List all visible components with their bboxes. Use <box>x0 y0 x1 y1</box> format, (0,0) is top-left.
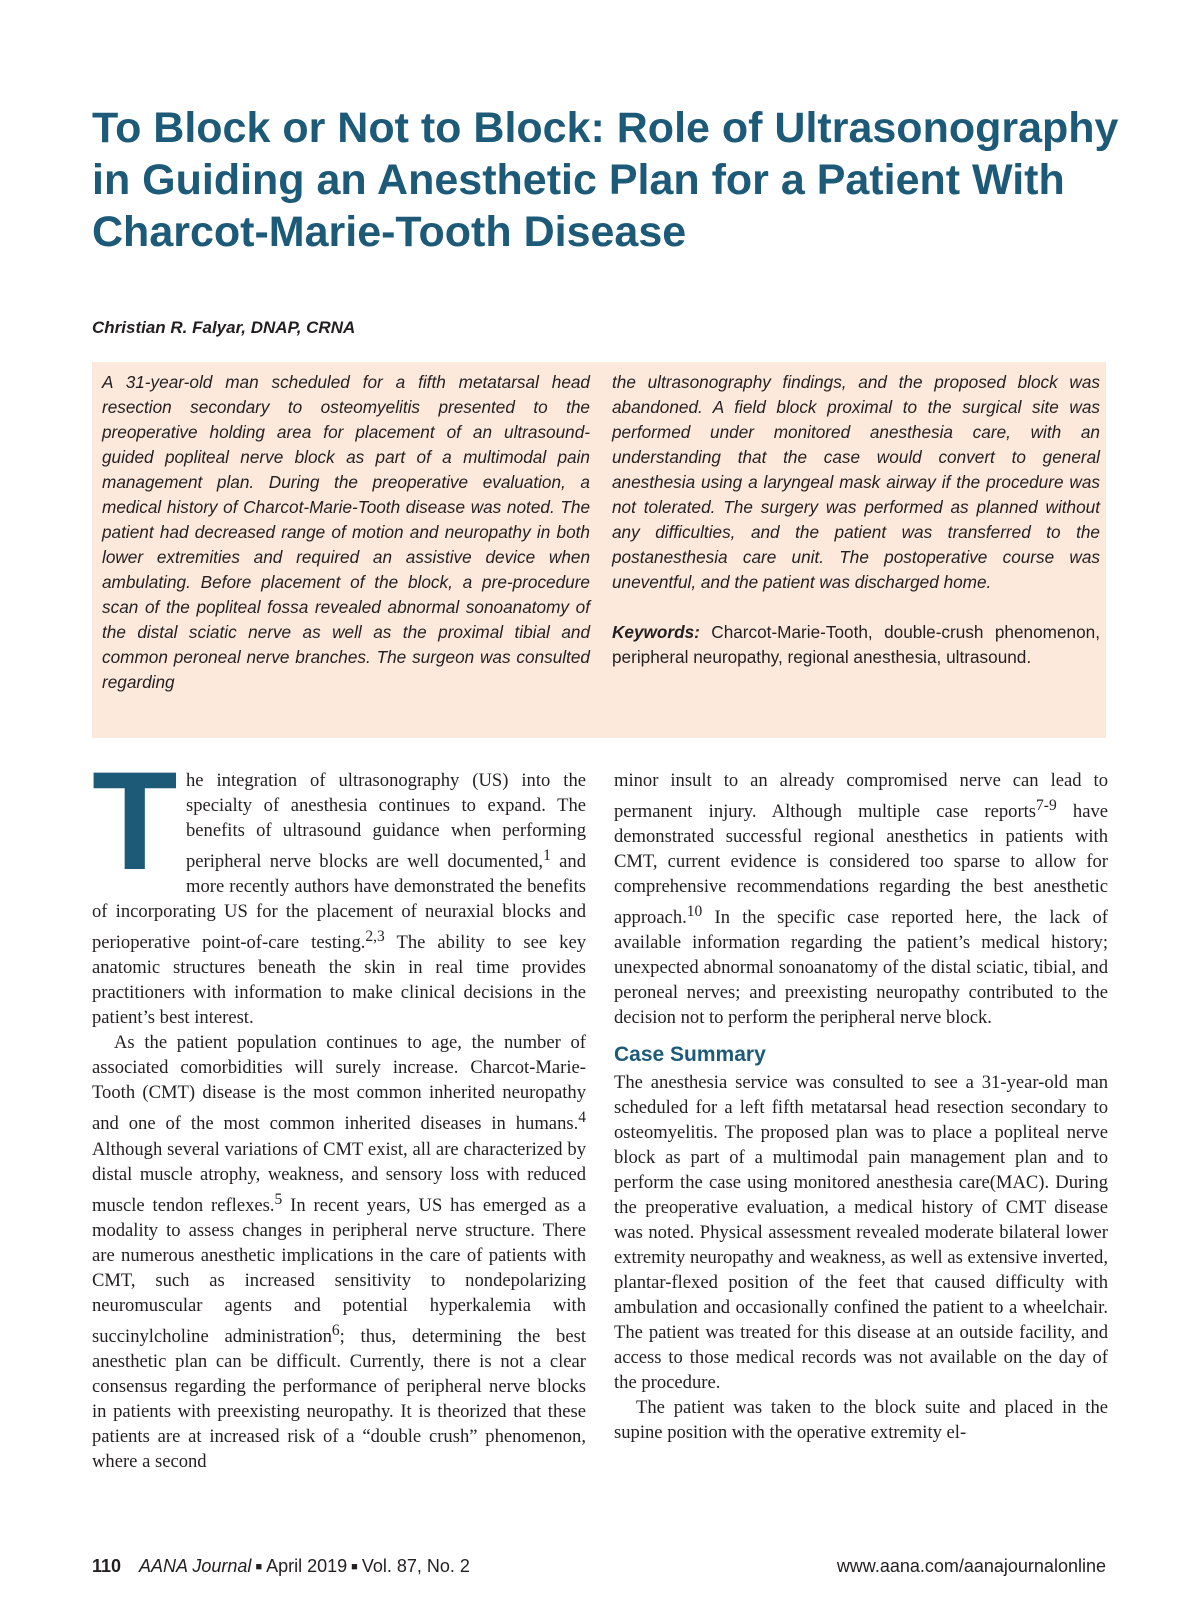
author-byline: Christian R. Falyar, DNAP, CRNA <box>92 318 356 337</box>
footer-citation <box>92 1556 470 1577</box>
citation-ref: 7-9 <box>1036 797 1057 814</box>
cmt-text-1: As the patient population continues to age, the number of associated comorbidities will surely increase. Charcot-Marie-Tooth (CMT) disease is the most common inherited neuropathy and one of the most common inherited diseases in humans. <box>92 1032 586 1135</box>
page-number: 110 <box>92 1556 122 1576</box>
paragraph-case-summary: The anesthesia service was consulted to see a 31-year-old man scheduled for a left fifth metatarsal head resection secondary to osteomyelitis. The proposed plan was to place a popliteal nerve block as part of a multimodal pain management plan and to perform the case using monitored anesthesia care(MAC). During the preoperative evaluation, a medical history of CMT disease was noted. Physical assessment revealed moderate bilateral lower extremity neuropathy and weakness, as well as extensive inverted, plantar-flexed position of the feet that caused difficulty with ambulation and occasionally confined the patient to a wheelchair. The patient was treated for this disease at an outside facility, and access to those medical records was not available on the day of the procedure. <box>614 1072 1108 1394</box>
citation-ref: 10 <box>686 903 703 921</box>
separator-square-icon: ■ <box>255 1561 263 1573</box>
body-left-column <box>92 742 587 1474</box>
citation-ref: 5 <box>274 1190 283 1208</box>
paragraph-cmt-background <box>92 1030 586 1474</box>
citation-ref: 2,3 <box>365 928 385 946</box>
journal-url: www.aana.com/aanajournalonline <box>836 1556 1106 1576</box>
abstract-right-column <box>612 370 1100 670</box>
intro-text-2: and more recently authors have demonstrated the benefits of incorporating US for the placement of neuraxial blocks and perioperative point-of-care testing. <box>92 851 586 954</box>
drop-cap: T <box>92 742 178 899</box>
intro-text-1: he integration of ultrasonography (US) into the specialty of anesthesia continues to expand. The benefits of ultrasound guidance when performing peripheral nerve blocks are well documented, <box>186 770 586 873</box>
crush-text-2: have demonstrated successful regional anesthetics in patients with CMT, current evidence is considered too sparse to allow for comprehensive recommendations regarding the best anesthetic approach. <box>614 801 1108 929</box>
issue-date: April 2019 <box>266 1556 348 1576</box>
cmt-text-3: In recent years, US has emerged as a modality to assess changes in peripheral nerve structure. There are numerous anesthetic implications in the care of patients with CMT, such as increased sensitivity to nondepolarizing neuromuscular agents and potential hyperkalemia with succinylcholine administration <box>92 1194 587 1347</box>
paragraph-double-crush <box>614 768 1108 1030</box>
citation-ref: 6 <box>331 1321 340 1339</box>
citation-ref: 4 <box>578 1109 586 1127</box>
journal-name: AANA Journal <box>139 1556 252 1576</box>
volume-issue: Vol. 87, No. 2 <box>361 1556 470 1576</box>
cmt-text-2: Although several variations of CMT exist, all are characterized by distal muscle atrophy, weakness, and sensory loss with reduced muscle tendon reflexes. <box>92 1138 586 1216</box>
abstract-box <box>92 362 1106 738</box>
crush-text-1: minor insult to an already compromised nerve can lead to permanent injury. Although multiple case reports <box>614 770 1108 823</box>
body-right-column <box>614 768 1108 1445</box>
article-title: To Block or Not to Block: Role of Ultrasonography in Guiding an Anesthetic Plan for a Patient With Charcot-Marie-Tooth Disease <box>92 104 1119 256</box>
keywords-label: Keywords: <box>612 622 700 642</box>
keywords <box>612 620 1100 670</box>
intro-text-3: The ability to see key anatomic structures beneath the skin in real time provides practitioners with information to make clinical decisions in the patient’s best interest. <box>92 932 587 1029</box>
cmt-text-4: ; thus, determining the best anesthetic plan can be difficult. Currently, there is not a clear consensus regarding the performance of peripheral nerve blocks in patients with preexisting neuropathy. It is theorized that these patients are at increased risk of a “double crush” phenomenon, where a second <box>92 1325 586 1472</box>
section-heading-case-summary: Case Summary <box>614 1043 766 1067</box>
paragraph-intro <box>92 742 587 1030</box>
paragraph-block-suite: The patient was taken to the block suite and placed in the supine position with the operative extremity el- <box>614 1397 1108 1444</box>
crush-text-3: In the specific case reported here, the lack of available information regarding the patient’s medical history; unexpected abnormal sonoanatomy of the distal sciatic, tibial, and peroneal nerves; and preexisting neuropathy contributed to the decision not to perform the peripheral nerve block. <box>614 907 1108 1029</box>
citation-ref: 1 <box>543 847 551 864</box>
abstract-left-column: A 31-year-old man scheduled for a fifth metatarsal head resection secondary to osteomyelitis presented to the preoperative holding area for placement of an ultrasound-guided popliteal nerve block as part of a multimodal pain management plan. During the preoperative evaluation, a medical history of Charcot-Marie-Tooth disease was noted. The patient had decreased range of motion and neuropathy in both lower extremities and required an assistive device when ambulating. Before placement of the block, a pre-procedure scan of the popliteal fossa revealed abnormal sonoanatomy of the distal sciatic nerve as well as the proximal tibial and common peroneal nerve branches. The surgeon was consulted regarding <box>102 372 590 692</box>
keywords-list: Charcot-Marie-Tooth, double-crush phenomenon, peripheral neuropathy, regional anesthesia, ultrasound. <box>612 622 1100 667</box>
abstract-text-continued: the ultrasonography findings, and the proposed block was abandoned. A field block proximal to the surgical site was performed under monitored anesthesia care, with an understanding that the case would convert to general anesthesia using a laryngeal mask airway if the procedure was not tolerated. The surgery was performed as planned without any difficulties, and the patient was transferred to the postanesthesia care unit. The postoperative course was uneventful, and the patient was discharged home. <box>612 372 1100 592</box>
separator-square-icon: ■ <box>351 1561 358 1573</box>
